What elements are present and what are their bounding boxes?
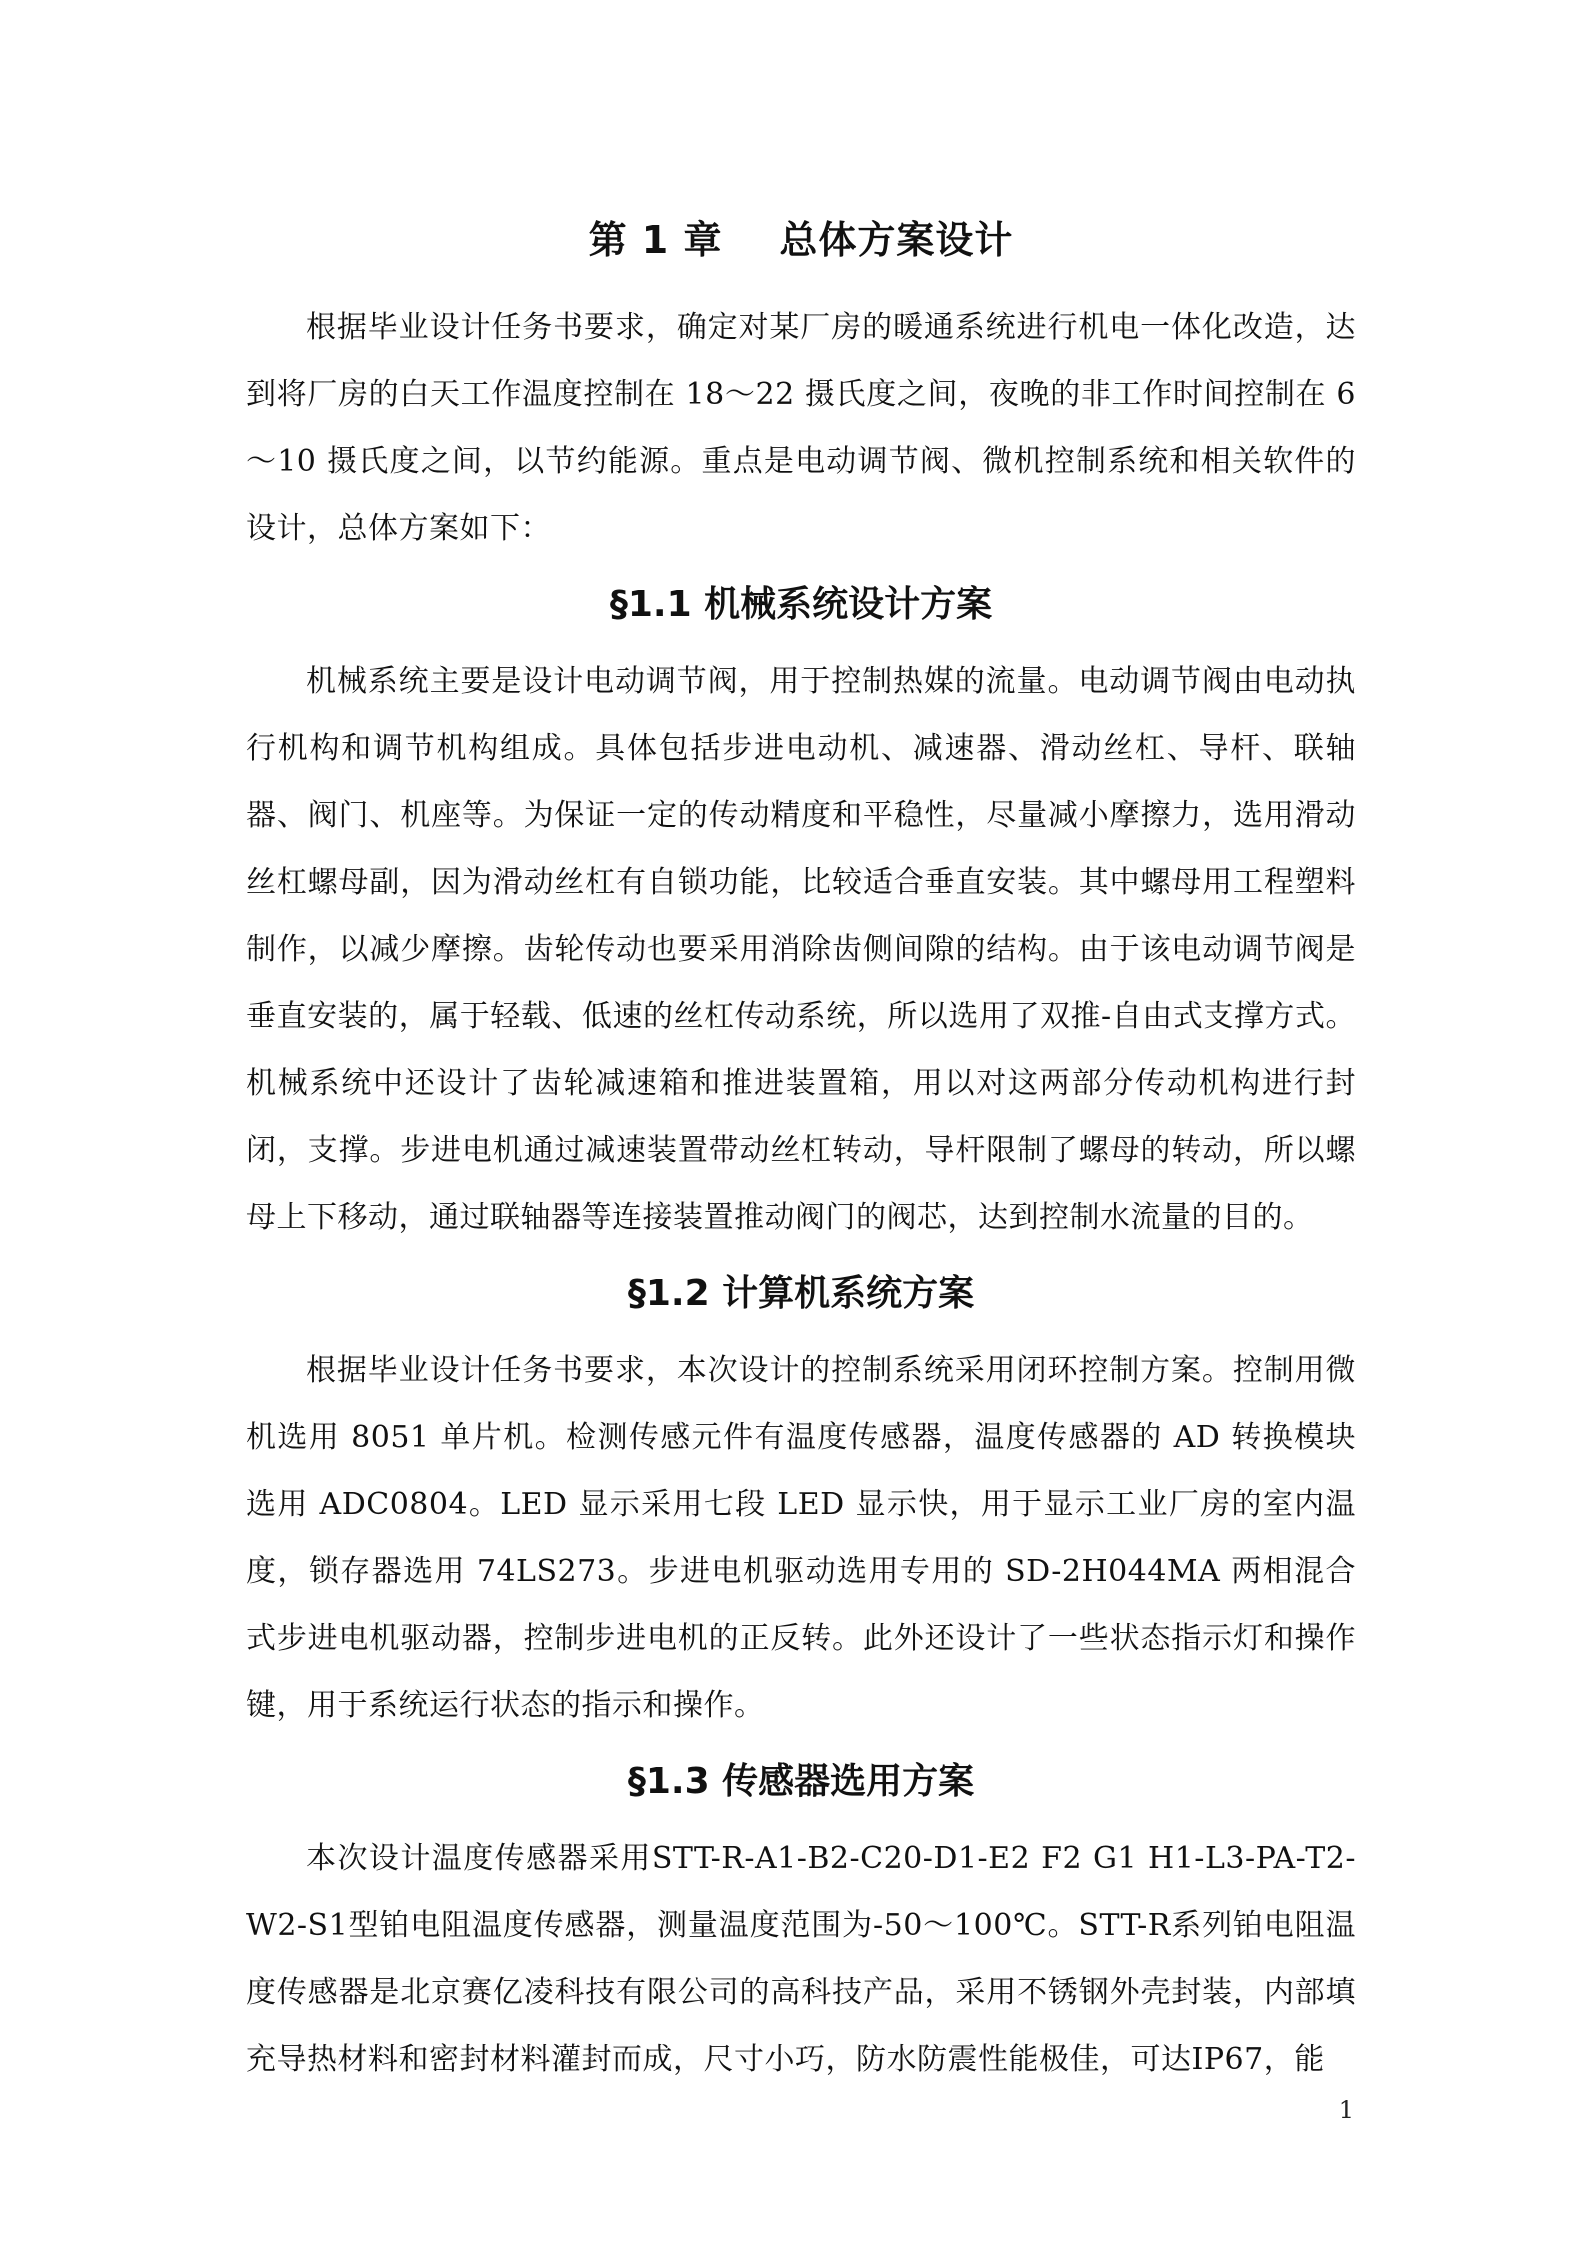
chapter-intro-paragraph: 根据毕业设计任务书要求，确定对某厂房的暖通系统进行机电一体化改造，达到将厂房的白天工作温度控制在 18～22 摄氏度之间，夜晚的非工作时间控制在 6～10 摄氏度之间，以节约能源。重点是电动调节阀、微机控制系统和相关软件的设计，总体方案如下：: [246, 310, 1356, 546]
chapter-title: 第 1 章 总体方案设计: [588, 218, 1014, 262]
section-1-2-paragraph: 根据毕业设计任务书要求，本次设计的控制系统采用闭环控制方案。控制用微机选用 8051 单片机。检测传感元件有温度传感器，温度传感器的 AD 转换模块选用 ADC0804。LED 显示采用七段 LED 显示快，用于显示工业厂房的室内温度，锁存器选用 74LS273。步进电机驱动选用专用的 SD-2H044MA 两相混合式步进电机驱动器，控制步进电机的正反转。此外还设计了一些状态指示灯和操作键，用于系统运行状态的指示和操作。: [246, 1353, 1356, 1723]
section-1-3-paragraph: 本次设计温度传感器采用STT-R-A1-B2-C20-D1-E2 F2 G1 H1-L3-PA-T2-W2-S1型铂电阻温度传感器，测量温度范围为-50～100℃。STT-R系列铂电阻温度传感器是北京赛亿凌科技有限公司的高科技产品，采用不锈钢外壳封装，内部填充导热材料和密封材料灌封而成，尺寸小巧，防水防震性能极佳，可达IP67，能: [246, 1841, 1356, 2077]
section-1-1-title: §1.1 机械系统设计方案: [609, 584, 993, 625]
page-content: [246, 212, 1356, 2093]
page-number: 1: [1338, 2096, 1354, 2124]
section-1-2-title: §1.2 计算机系统方案: [627, 1273, 975, 1314]
section-1-1-paragraph: 机械系统主要是设计电动调节阀，用于控制热媒的流量。电动调节阀由电动执行机构和调节机构组成。具体包括步进电动机、减速器、滑动丝杠、导杆、联轴器、阀门、机座等。为保证一定的传动精度和平稳性，尽量减小摩擦力，选用滑动丝杠螺母副，因为滑动丝杠有自锁功能，比较适合垂直安装。其中螺母用工程塑料制作，以减少摩擦。齿轮传动也要采用消除齿侧间隙的结构。由于该电动调节阀是垂直安装的，属于轻载、低速的丝杠传动系统，所以选用了双推-自由式支撑方式。机械系统中还设计了齿轮减速箱和推进装置箱，用以对这两部分传动机构进行封闭，支撑。步进电机通过减速装置带动丝杠转动，导杆限制了螺母的转动，所以螺母上下移动，通过联轴器等连接装置推动阀门的阀芯，达到控制水流量的目的。: [246, 664, 1356, 1235]
section-1-3-title: §1.3 传感器选用方案: [627, 1761, 975, 1802]
